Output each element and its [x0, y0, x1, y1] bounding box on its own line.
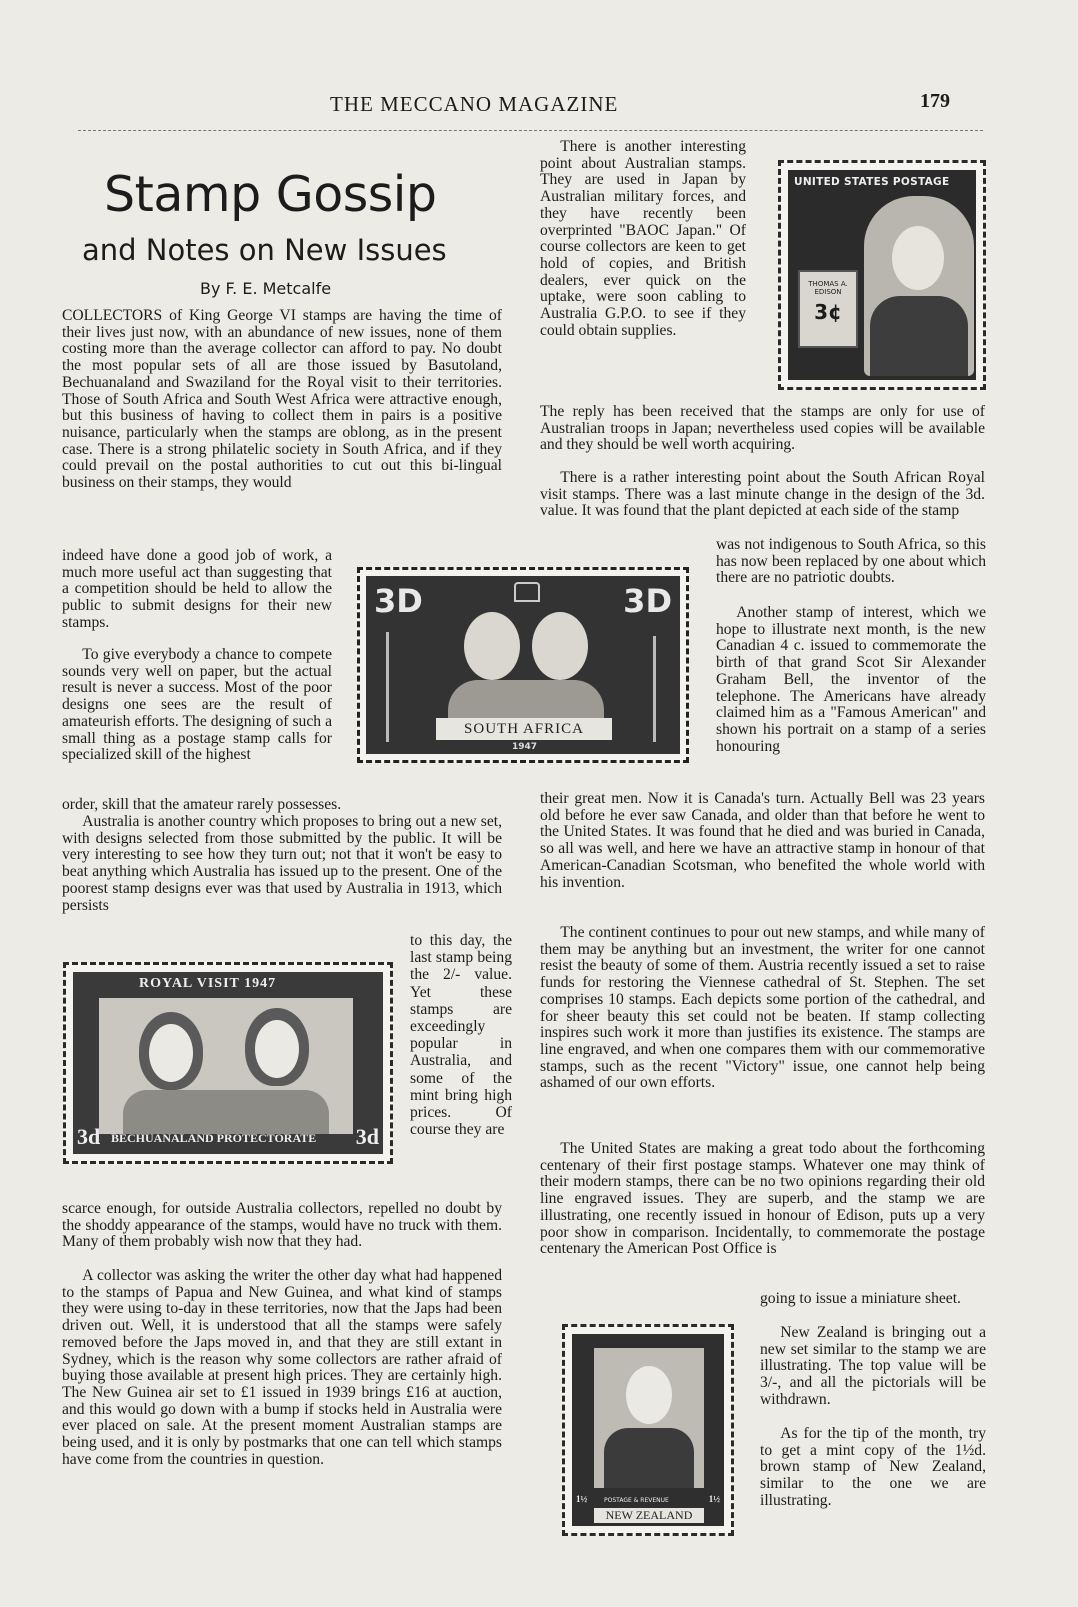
paragraph: indeed have done a good job of work, a much more useful act than suggesting that a competition should be held to allow the public to submit designs for their new stamps.	[62, 547, 332, 631]
springbok-icon	[386, 632, 419, 742]
stamp-value: 3d	[355, 1124, 379, 1149]
stamp-label: EDISON	[814, 288, 842, 296]
stamp-value: 1½	[576, 1494, 588, 1504]
stamp-label: BECHUANALAND PROTECTORATE	[111, 1131, 317, 1145]
princesses-bodies	[123, 1090, 329, 1134]
stamp-value: 3D	[374, 582, 423, 620]
paragraph: order, skill that the amateur rarely possesses.	[62, 796, 342, 813]
stamp-new-zealand	[562, 1324, 734, 1536]
stamp-value: 3d	[77, 1124, 101, 1149]
plant-icon	[633, 636, 656, 742]
paragraph: their great men. Now it is Canada's turn. Actually Bell was 23 years old before he ever saw Canada, and older than that before he went to the United States. It was found that he died and was buried in Canada, so all was well, and here we have an attractive stamp in honour of that American-Canadian Scotsman, who benefited the whole world with his invention.	[540, 790, 985, 891]
princess-right-face	[532, 612, 588, 680]
paragraph: The United States are making a great todo about the forthcoming centenary of their first postage stamps. Whatever one may think of their modern stamps, there can be no two opinions regarding their old line engraved issues. They are superb, and the stamp we are illustrating, one recently issued in honour of Edison, puts up a very poor show in comparison. Incidentally, to commemorate the postage centenary the American Post Office is	[540, 1140, 985, 1258]
paragraph: Australia is another country which proposes to bring out a new set, with designs selected from those submitted by the public. It will be very interesting to see how they turn out; not that it won't be easy to beat anything which Australia has issued up to the present. One of the poorest stamp designs ever was that used by Australia in 1913, which persists	[62, 813, 502, 914]
stamp-label: THOMAS A.	[808, 280, 848, 288]
paragraph: scarce enough, for outside Australia collectors, repelled no doubt by the shoddy appearance of the stamps, would have no truck with them. Many of them probably wish now that they had.	[62, 1200, 502, 1251]
stamp-name-panel	[798, 270, 858, 348]
princess-right-face	[255, 1020, 299, 1078]
stamp-country-ribbon: SOUTH AFRICA	[436, 718, 612, 740]
stamp-portrait-frame	[99, 998, 353, 1134]
stamp-us-edison	[778, 160, 986, 390]
magazine-title: THE MECCANO MAGAZINE	[330, 92, 619, 116]
paragraph: COLLECTORS of King George VI stamps are having the time of their lives just now, with an abundance of new issues, none of them costing more than the average collector can afford to pay. No doubt the most popular sets of all are those issued by Basutoland, Bechuanaland and Swaziland for the Royal visit to their territories. Those of South Africa and South West Africa were attractive enough, but this business of having to collect them in pairs is a positive nuisance, particularly when the stamps are oblong, as in the present case. There is a strong philatelic society in South Africa, and if they could prevail on the postal authorities to cut out this bi-lingual business on their stamps, they would	[62, 307, 502, 492]
crown-icon	[514, 582, 540, 602]
paragraph: There is a rather interesting point about the South African Royal visit stamps. There was a last minute change in the design of the 3d. value. It was found that the plant depicted at each side of the stamp	[540, 469, 985, 520]
header-rule	[78, 130, 983, 131]
paragraph: To give everybody a chance to compete sounds very well on paper, but the actual result is never a success. Most of the poor designs one sees are the result of amateurish efforts. The designing of such a small thing as a postage stamp calls for specialized skill of the highest	[62, 646, 332, 764]
stamp-country: NEW ZEALAND	[594, 1508, 704, 1523]
princess-left-face	[464, 612, 520, 680]
paragraph: was not indigenous to South Africa, so this has now been replaced by one about which there are no patriotic doubts.	[716, 536, 986, 587]
paragraph: New Zealand is bringing out a new set similar to the stamp we are illustrating. The top value will be 3/-, and all the pictorials will be withdrawn.	[760, 1324, 986, 1408]
stamp-label: UNITED STATES POSTAGE	[794, 176, 950, 188]
king-uniform	[604, 1428, 694, 1488]
paragraph: A collector was asking the writer the other day what had happened to the stamps of Papua and New Guinea, and what kind of stamps they were using to-day in these territories, now that the Japs had been driven out. Well, it is understood that all the stamps were safely removed before the Japs moved in, and that they are still extant in Sydney, which is the reason why some collectors are rather afraid of buying those available at present high prices. They are certainly high. The New Guinea air set to £1 issued in 1939 brings £16 at auction, and this would go down with a bump if stocks held in Australia were ever placed on sale. At the present moment Australian stamps are being used, and it is only by postmarks that one can tell which stamps have come from the countries in question.	[62, 1267, 502, 1468]
paragraph: As for the tip of the month, try to get a mint copy of the 1½d. brown stamp of New Zealand, similar to the one we are illustrating.	[760, 1425, 986, 1509]
edison-face	[892, 226, 944, 290]
paragraph: to this day, the last stamp being the 2/- value. Yet these stamps are exceedingly popular in Australia, and some of the mint bring high prices. Of course they are	[410, 932, 512, 1139]
paragraph: The continent continues to pour out new stamps, and while many of them may be anything but an investment, the writer for one cannot resist the beauty of some of them. Austria recently issued a set to raise funds for restoring the Viennese cathedral of St. Stephen. The set comprises 10 stamps. Each depicts some portion of the cathedral, and for sheer beauty this set could not be beaten. If stamp collecting inspires such work it more than justifies its existence. The stamps are line engraved, and when one compares them with our commemorative stamps, such as the recent "Victory" issue, one cannot help being ashamed of our own efforts.	[540, 924, 985, 1092]
princess-left-face	[149, 1024, 193, 1082]
edison-portrait	[864, 196, 974, 376]
stamp-label: ROYAL VISIT 1947	[139, 976, 277, 991]
stamp-label: POSTAGE & REVENUE	[604, 1497, 669, 1504]
page-number: 179	[920, 90, 950, 112]
edison-coat	[870, 296, 968, 376]
paragraph: There is another interesting point about Australian stamps. They are used in Japan by Australian military forces, and they have recently been overprinted "BAOC Japan." Of course collectors are keen to get hold of copies, and British dealers, ever quick on the uptake, were soon cabling to Australia G.P.O. to see if they could obtain supplies.	[540, 138, 746, 339]
stamp-value: 3D	[623, 582, 672, 620]
stamp-south-africa	[357, 567, 689, 763]
paragraph: going to issue a miniature sheet.	[760, 1290, 961, 1307]
stamp-value: 1½	[708, 1494, 720, 1504]
paragraph: Another stamp of interest, which we hope to illustrate next month, is the new Canadian 4 c. issued to commemorate the birth of that grand Scot Sir Alexander Graham Bell, the inventor of the telephone. The Americans have already claimed him as a "Famous American" and shown his portrait on a stamp of a series honouring	[716, 604, 986, 755]
stamp-year: 1947	[512, 742, 538, 752]
article-byline: By F. E. Metcalfe	[200, 279, 332, 298]
stamp-value: 3¢	[814, 300, 842, 324]
king-portrait-frame	[594, 1348, 704, 1488]
stamp-bechuanaland	[63, 962, 393, 1164]
article-title: Stamp Gossip	[104, 166, 437, 223]
paragraph: The reply has been received that the stamps are only for use of Australian troops in Japan; nevertheless used copies will be available and they should be well worth acquiring.	[540, 403, 985, 454]
article-subtitle: and Notes on New Issues	[82, 233, 447, 267]
king-face	[626, 1366, 672, 1424]
